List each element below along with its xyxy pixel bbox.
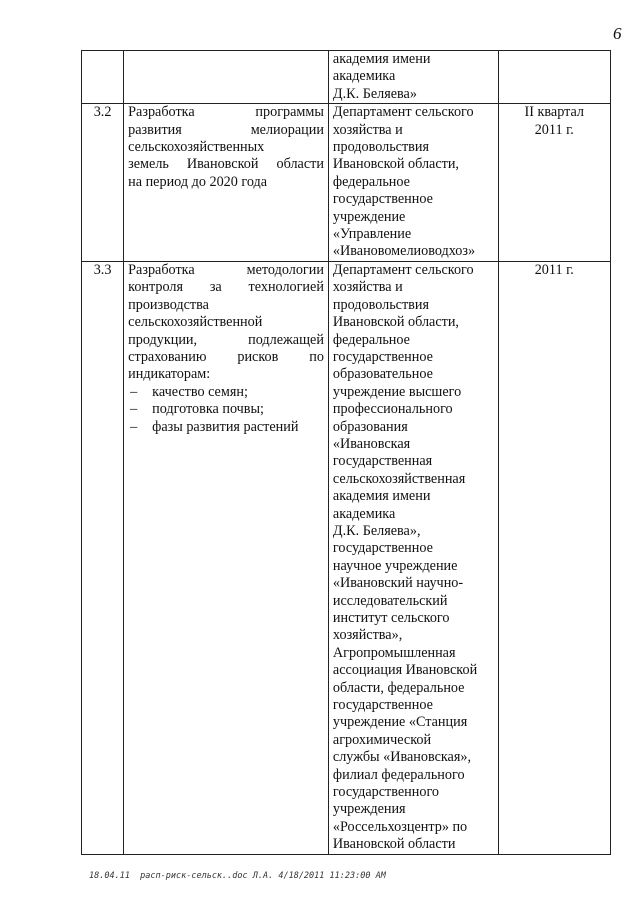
plan-table (81, 50, 611, 855)
task-line: развития мелиорации (128, 121, 324, 138)
responsible-line: Департамент сельского (332, 261, 474, 278)
task-line: производства (128, 296, 209, 313)
responsible-line: учреждения (332, 801, 406, 818)
responsible-line: образования (332, 418, 408, 435)
table-row (82, 261, 611, 854)
task-line: Разработка программы (128, 104, 324, 121)
responsible-line: учреждение (332, 208, 406, 225)
document-footer: 18.04.11 расп-риск-сельск..doc Л.А. 4/18/2011 11:23:00 AM (89, 871, 386, 881)
responsible-line: хозяйства и (332, 121, 403, 138)
responsible-cell (328, 261, 498, 854)
responsible-line: учреждение высшего (332, 383, 462, 400)
table-row (82, 104, 611, 262)
term-line: 2011 г. (534, 121, 574, 138)
term-line: 2011 г. (534, 261, 574, 278)
table-row (82, 51, 611, 104)
responsible-line: академика (332, 68, 396, 85)
responsible-line: «Ивановская (332, 435, 411, 452)
responsible-line: «Ивановомелиоводхоз» (332, 243, 476, 260)
indicator-item: – фазы развития растений (128, 419, 324, 436)
responsible-line: Департамент сельского (332, 104, 474, 121)
responsible-line: профессионального (332, 401, 453, 418)
task-cell (124, 104, 329, 262)
responsible-line: институт сельского (332, 610, 450, 626)
responsible-line: академия имени (332, 488, 431, 505)
responsible-line: академия имени (332, 51, 431, 67)
responsible-line: Агропромышленная (332, 644, 456, 661)
task-line: сельскохозяйственной (128, 314, 263, 331)
page-number: 6 (613, 24, 622, 43)
row-number-cell (82, 51, 124, 104)
responsible-line: научное учреждение (332, 557, 458, 574)
responsible-line: агрохимической (332, 731, 432, 748)
responsible-line: государственная (332, 453, 433, 470)
responsible-line: «Россельхозцентр» по (332, 818, 468, 835)
responsible-line: Ивановской области, (332, 156, 459, 173)
row-number-cell: 3.3 (82, 261, 124, 854)
responsible-line: федеральное (332, 173, 410, 190)
responsible-line: «Управление (332, 226, 412, 243)
indicator-item: – качество семян; (128, 384, 324, 401)
row-number-cell: 3.2 (82, 104, 124, 262)
indicator-item: – подготовка почвы; (128, 401, 324, 418)
responsible-line: хозяйства и (332, 279, 403, 296)
responsible-line: службы «Ивановская», (332, 749, 472, 766)
task-cell (124, 51, 329, 104)
task-line: сельскохозяйственных (128, 139, 265, 156)
responsible-line: ассоциация Ивановской (332, 662, 478, 679)
responsible-line: государственное (332, 348, 433, 365)
responsible-line: хозяйства», (332, 627, 403, 644)
task-cell (124, 261, 329, 854)
responsible-cell (328, 104, 498, 262)
responsible-line: государственное (332, 191, 433, 208)
responsible-line: государственного (332, 784, 440, 801)
responsible-line: исследовательский (332, 592, 448, 609)
responsible-line: области, федеральное (332, 679, 465, 696)
term-cell (498, 51, 610, 104)
task-line: земель Ивановской области (128, 156, 324, 173)
task-line: страхованию рисков по (128, 348, 324, 365)
term-cell (498, 261, 610, 854)
responsible-line: учреждение «Станция (332, 714, 468, 731)
responsible-line: продовольствия (332, 139, 429, 156)
task-line: продукции, подлежащей (128, 331, 324, 348)
responsible-line: образовательное (332, 366, 433, 383)
responsible-cell (328, 51, 498, 104)
responsible-line: сельскохозяйственная (332, 470, 466, 487)
term-line: II квартал (524, 104, 585, 121)
indicator-list (128, 384, 324, 436)
responsible-line: Ивановской области (332, 836, 456, 853)
responsible-line: государственное (332, 697, 433, 714)
responsible-line: Д.К. Беляева» (332, 85, 417, 102)
task-line: индикаторам: (128, 366, 211, 383)
term-cell (498, 104, 610, 262)
task-line: на период до 2020 года (128, 173, 268, 190)
task-line: Разработка методологии (128, 261, 324, 278)
responsible-line: государственное (332, 540, 433, 557)
responsible-line: Д.К. Беляева», (332, 522, 421, 539)
responsible-line: продовольствия (332, 296, 429, 313)
responsible-line: академика (332, 505, 396, 522)
task-line: контроля за технологией (128, 279, 324, 296)
responsible-line: федеральное (332, 331, 410, 348)
responsible-line: Ивановской области, (332, 314, 459, 331)
responsible-line: «Ивановский научно- (332, 575, 464, 592)
responsible-line: филиал федерального (332, 766, 465, 783)
